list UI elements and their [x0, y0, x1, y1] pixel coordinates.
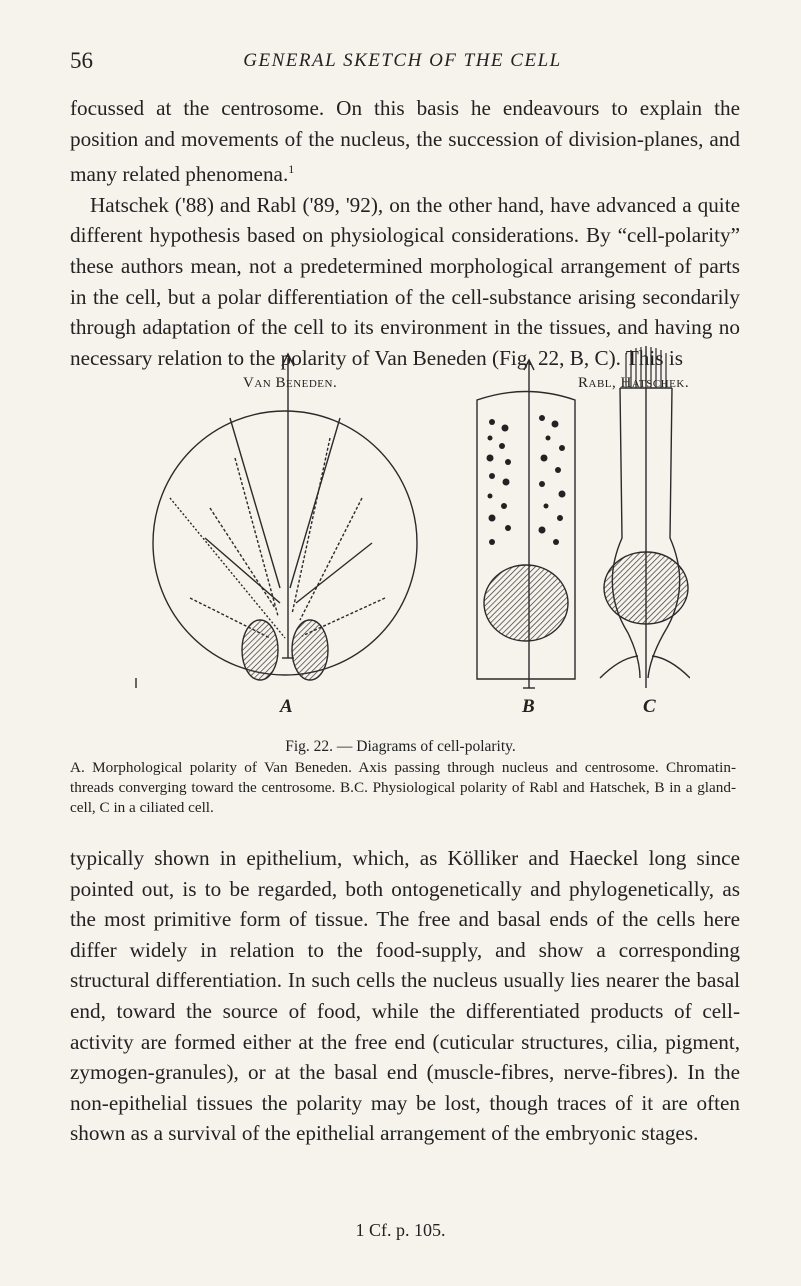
diagram-b-gland-cell: [477, 360, 575, 688]
footnote: 1 Cf. p. 105.: [355, 1220, 446, 1240]
figure-label-b: B: [522, 696, 535, 717]
footnote-marker: 1: [288, 162, 295, 177]
paragraph-hatschek-rabl: Hatschek ('88) and Rabl ('89, '92), on the other hand, have advanced a quite different hypothesis based on physiological considerations. By “cell-polarity” these authors mean, not a predetermined morphological arrangement of parts in the cell, but a polar differentiation of the cell-substance arising secondarily through adaptation of the cell to its environment in the tissues, and having no necessary relation to the polarity of Van Beneden (Fig. 22, B, C). This is: [70, 192, 740, 370]
paragraph-epithelium: typically shown in epithelium, which, as Kölliker and Haeckel long since pointed out, is to be regarded, both ontogenetically and phylogenetically, as the most primitive form of tissue. The free and basal ends of the cells here differ widely in relation to the food-supply, and show a corresponding structural differentiation. In such cells the nucleus usually lies nearer the basal end, toward the source of food, while the differentiated products of cell-activity are formed either at the free end (cuticular structures, cilia, pigment, zymogen-granules), or at the basal end (muscle-fibres, nerve-fibres). In the non-epithelial tissues the polarity may be lost, though traces of it are often shown as a survival of the epithelial arrangement of the embryonic stages.: [70, 846, 740, 1146]
body-text-bottom: [70, 843, 740, 1149]
running-title: GENERAL SKETCH OF THE CELL: [243, 50, 562, 71]
running-head: [70, 48, 735, 82]
figure-caption-text: A. Morphological polarity of Van Beneden. Axis passing through nucleus and centrosome. Chromatin-threads converging toward the centrosome. B.C. Physiological polarity of Rabl and Hatschek, B in a gland-cell, C in a ciliated cell.: [70, 759, 736, 816]
figure-label-a: A: [280, 696, 293, 717]
figure-caption-title: Fig. 22. — Diagrams of cell-polarity.: [285, 738, 516, 755]
figure-author-bc: Rabl, Hatschek.: [578, 375, 690, 391]
paragraph-continued: [70, 93, 740, 190]
paragraph-text: focussed at the centrosome. On this basis he endeavours to explain the position and movements of the nucleus, the succession of division-planes, and many related phenomena.: [70, 96, 740, 187]
body-text-top: [70, 93, 740, 373]
diagram-a-van-beneden: [136, 354, 417, 688]
page-number: 56: [70, 48, 93, 73]
figure-label-c: C: [643, 696, 656, 717]
diagram-c-ciliated-cell: [600, 346, 690, 688]
figure-author-a: Van Beneden.: [243, 375, 338, 391]
